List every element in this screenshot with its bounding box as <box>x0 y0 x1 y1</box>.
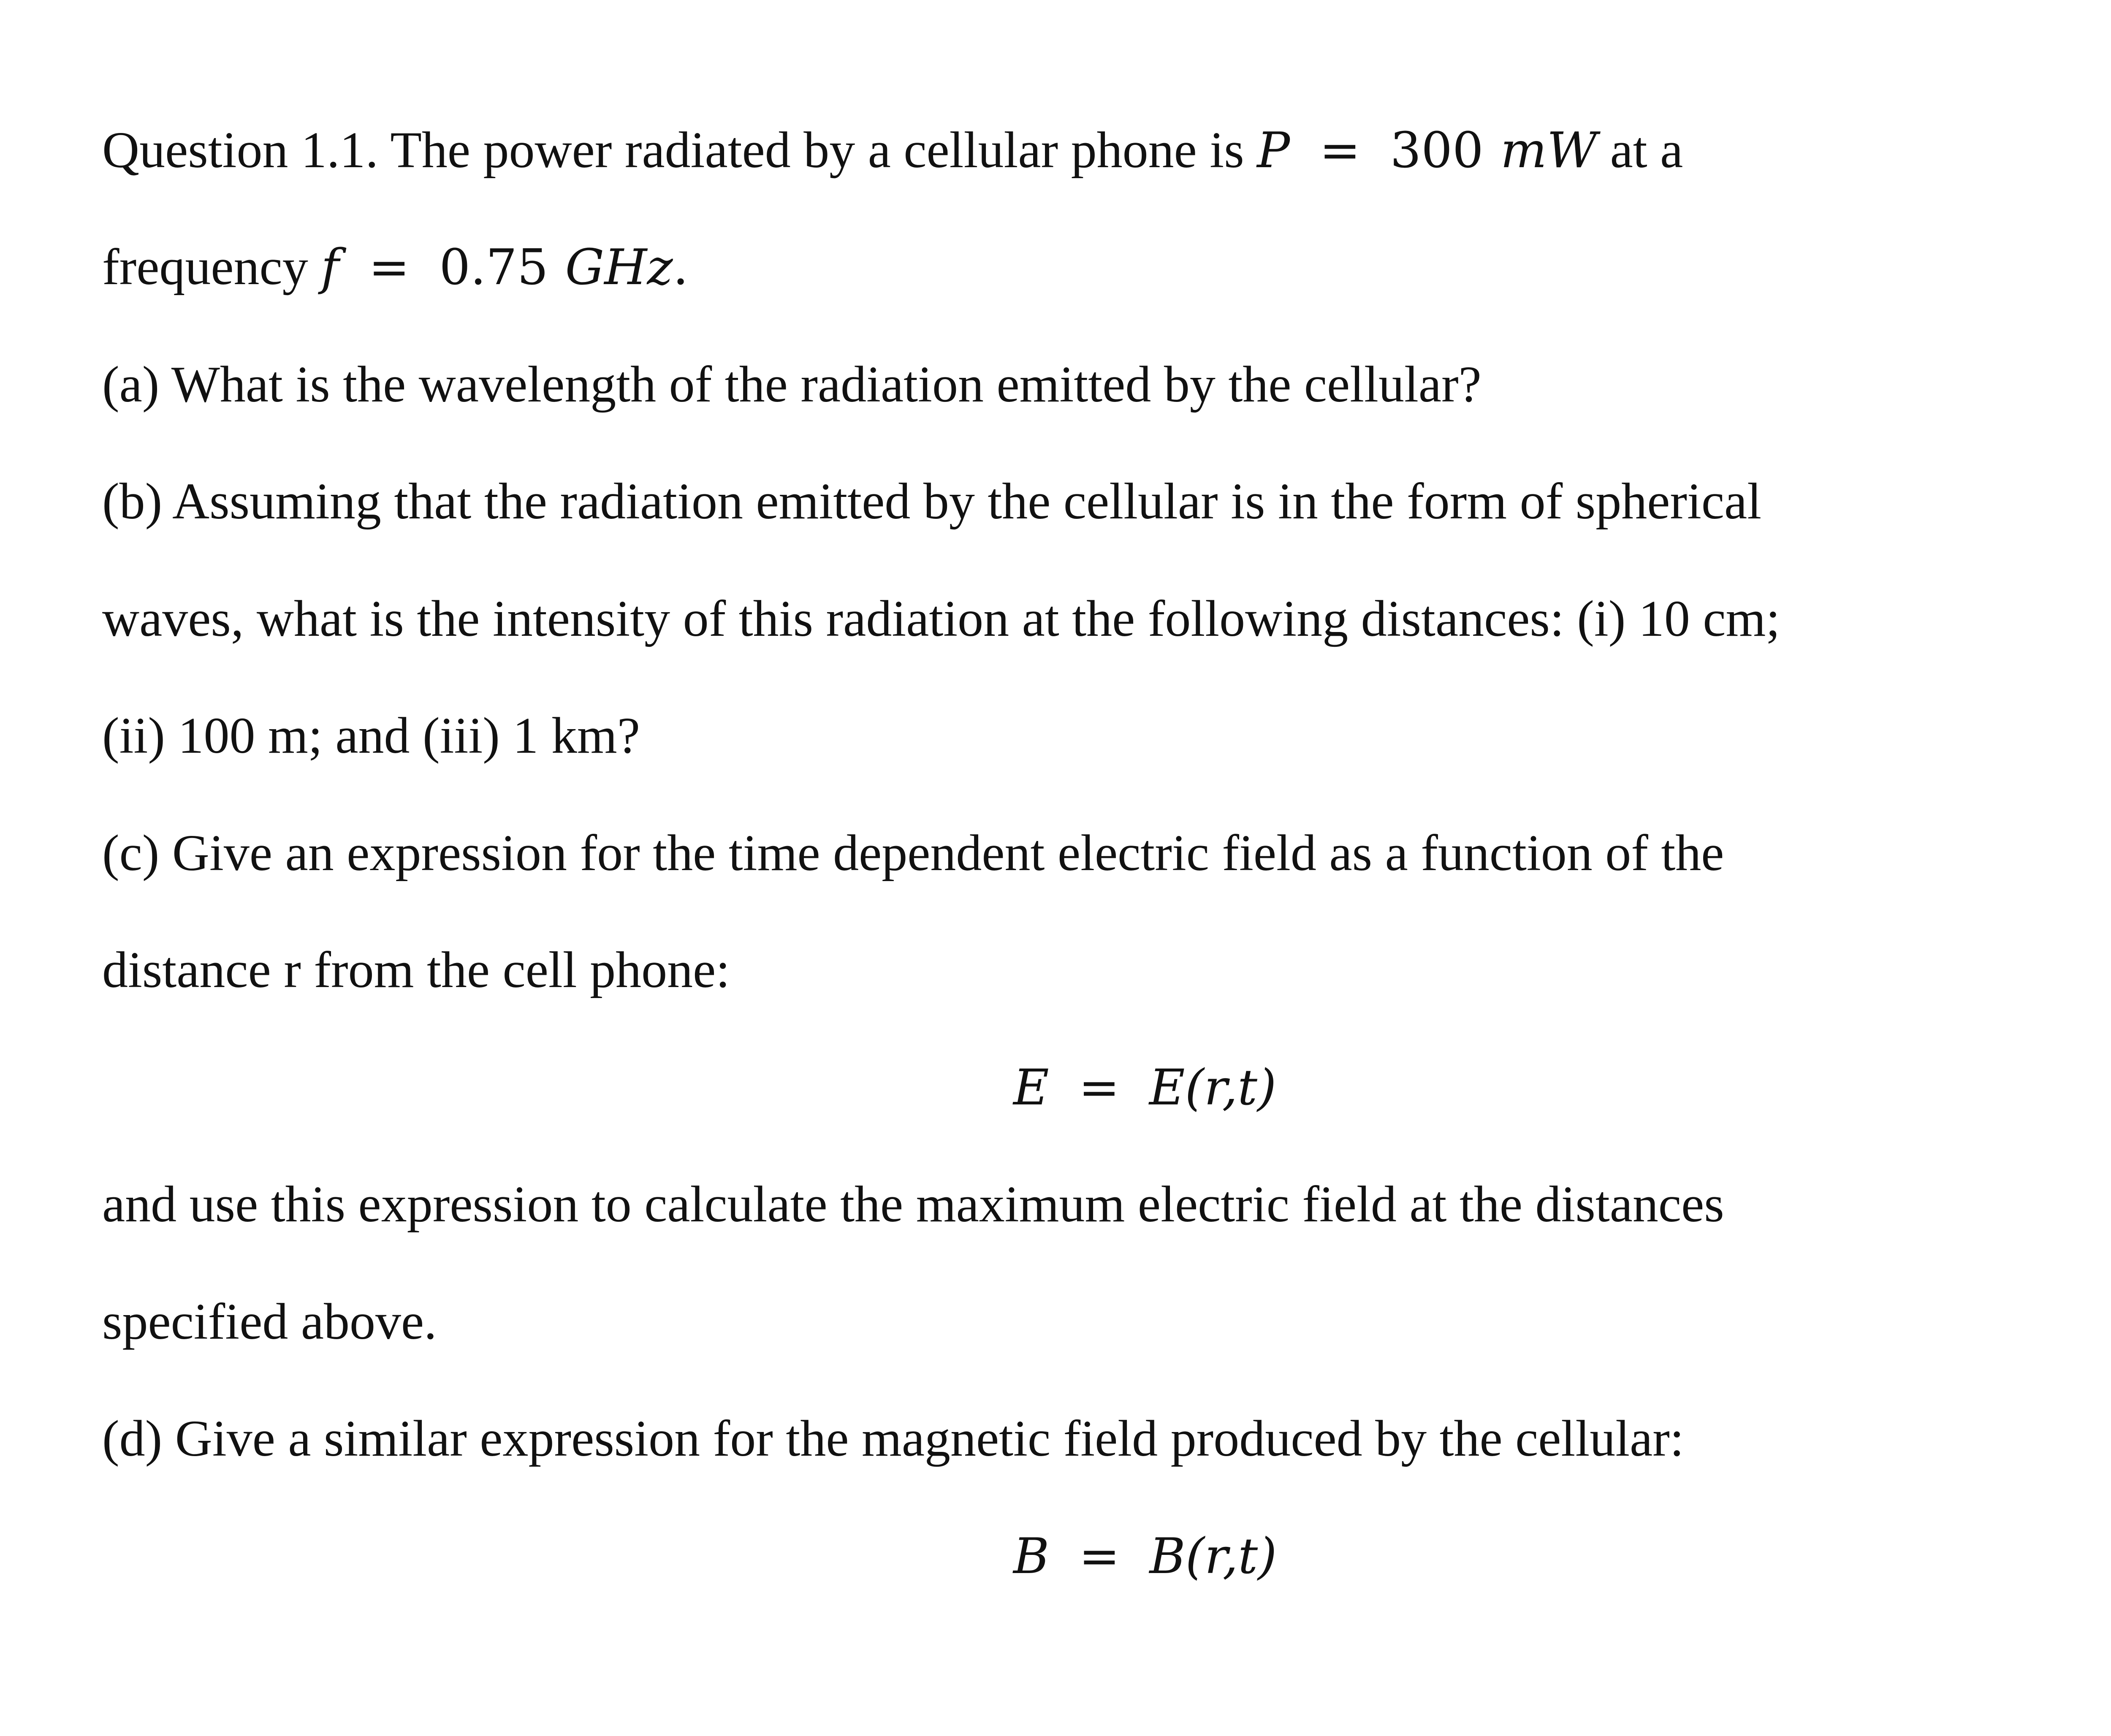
magnetic-field-lhs: B <box>1013 1528 1050 1585</box>
magnetic-field-rhs: B(r,t) <box>1149 1528 1277 1585</box>
frequency-label: frequency <box>102 239 321 296</box>
frequency-equals-sign: = <box>369 239 410 296</box>
part-b-line-2: waves, what is the intensity of this radiation at the following distances: (i) 10 cm; <box>102 590 1780 647</box>
frequency-variable: f <box>321 239 339 296</box>
part-a-line-1: (a) What is the wavelength of the radiation emitted by the cellular? <box>102 356 1481 413</box>
question-line-1-tail: at a <box>1597 122 1683 179</box>
frequency-unit: GHz <box>565 239 673 296</box>
question-intro-text: Question 1.1. The power radiated by a cellular phone is <box>102 122 1257 179</box>
frequency-value: 0.75 <box>439 239 548 296</box>
part-c-line-2: distance r from the cell phone: <box>102 941 730 998</box>
part-b-line-1: (b) Assuming that the radiation emitted by the cellular is in the form of spherical <box>102 473 1762 530</box>
part-c-line-4: specified above. <box>102 1293 437 1350</box>
power-unit: mW <box>1500 122 1598 179</box>
power-variable: P <box>1257 122 1290 179</box>
magnetic-field-equals-sign: = <box>1079 1528 1120 1585</box>
part-d-line-1: (d) Give a similar expression for the magnetic field produced by the cellular: <box>102 1410 1684 1467</box>
power-equals-sign: = <box>1319 122 1361 179</box>
magnetic-field-equation <box>1013 1528 1277 1585</box>
question-line-2 <box>102 239 689 296</box>
electric-field-rhs: E(r,t) <box>1149 1059 1277 1116</box>
power-value: 300 <box>1390 122 1484 179</box>
part-c-line-3: and use this expression to calculate the maximum electric field at the distances <box>102 1176 1724 1233</box>
electric-field-equation <box>1013 1059 1277 1116</box>
question-line-1 <box>102 122 1683 179</box>
question-line-2-period: . <box>673 239 689 296</box>
electric-field-lhs: E <box>1013 1059 1049 1116</box>
electric-field-equals-sign: = <box>1078 1059 1120 1116</box>
part-b-line-3: (ii) 100 m; and (iii) 1 km? <box>102 707 640 764</box>
part-c-line-1: (c) Give an expression for the time dependent electric field as a function of the <box>102 825 1724 882</box>
